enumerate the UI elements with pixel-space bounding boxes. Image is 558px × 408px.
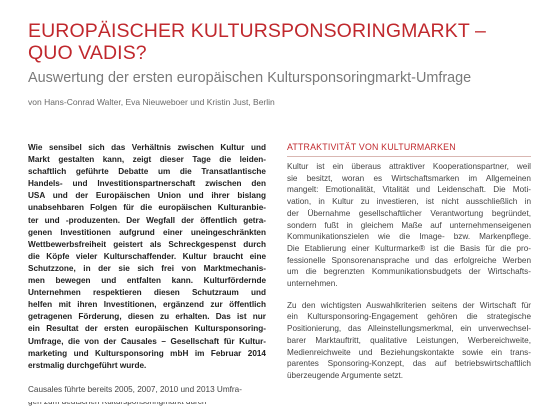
text-line: men bewegen und entfalten kann. Kulturfördernde <box>28 276 266 286</box>
body-paragraph <box>287 161 531 290</box>
text-line: Unternehmen respektieren diesen Schutzraum und <box>28 288 266 298</box>
text-line: vation, in Kultur zu investieren, ist nicht ausschließlich in <box>287 197 531 207</box>
text-line: Handels- und Investitionspartnerschaft zwischen den <box>28 179 266 189</box>
text-line: Umfrage, die von der Causales – Gesellschaft für Kultur- <box>28 336 266 346</box>
text-line: Zu den wichtigsten Auswahlkriterien seitens der Wirtschaft für <box>287 300 531 310</box>
text-line: Schutzzone, in der sie sich frei von Marktmechanis- <box>28 263 266 273</box>
title-line: QUO VADIS? <box>28 42 147 64</box>
text-line: ein Kultursponsoring-Engagement gehören die strategische <box>287 312 531 322</box>
title-line: EUROPÄISCHER KULTURSPONSORINGMARKT – <box>28 20 486 42</box>
text-line: der Übernahme gesellschaftlicher Verantwortung begründet, <box>287 208 531 218</box>
text-line: ein Resultat der ersten europäischen Kultursponsoring- <box>28 324 266 334</box>
text-line: unabsehbaren Folgen für die europäischen Kulturanbie- <box>28 203 266 213</box>
text-line: Markt gestalten kann, zeigt dieser Tage die leiden- <box>28 155 266 165</box>
text-line: Wettbewerbsfreiheit geistert als Schreckgespenst durch <box>28 239 266 249</box>
text-line: barer Marktauftritt, qualitative Leistungen, Werbereichweite, <box>287 335 531 345</box>
text-line: Kommunikationszielen wie die Image- bzw. Markenpflege. <box>287 232 531 242</box>
body-paragraph <box>287 300 531 382</box>
text-line: Kultur ist ein überaus attraktiver Kooperationspartner, weil <box>287 162 531 171</box>
text-line: mangelt: Emotionalität, Vitalität und Leidenschaft. Die Moti- <box>287 185 531 195</box>
section-body <box>287 161 531 382</box>
text-line: ter und -produzenten. Der Wegfall der öffentlich getra- <box>28 215 266 225</box>
section-heading: ATTRAKTIVITÄT VON KULTURMARKEN <box>287 142 531 157</box>
text-line: helfen mit ihren Investitionen, ergänzend zur öffentlich <box>28 300 266 310</box>
author-byline: von Hans-Conrad Walter, Eva Nieuweboer und Kristin Just, Berlin <box>28 97 275 107</box>
page-crop-edge <box>0 396 558 402</box>
article-subtitle: Auswertung der ersten europäischen Kultursponsoringmarkt-Umfrage <box>28 70 472 86</box>
text-line: Positionierung, das Alleinstellungsmerkmal, ein unverwechsel- <box>287 324 531 334</box>
text-line: marketing und Kultursponsoring mbH im Februar 2014 <box>28 348 266 358</box>
text-line: sie besitzt, woran es Wirtschaftsmarken im Allgemeinen <box>287 173 531 183</box>
text-line: Medienreichweite und Beziehungskontakte sowie ein trans- <box>287 347 531 357</box>
text-line: um die begrenzten Kommunikationsbudgets der Wirtschafts- <box>287 267 531 277</box>
text-line: parentes Sponsoring-Konzept, das auf betriebswirtschaftlich <box>287 359 531 369</box>
text-line: sondern fußt in gleichem Maße auf unternehmenseigenen <box>287 220 531 230</box>
text-line: erstmalig durchgeführt wurde. <box>28 360 147 370</box>
text-line: schaftlich geführte Debatte um die Transatlantische <box>28 167 266 177</box>
text-line: fessionelle Sponsorenansprache und das erfolgreiche Werben <box>287 255 531 265</box>
text-line: Die Etablierung einer Kulturmarke® ist die Basis für die pro- <box>287 243 531 253</box>
right-column <box>287 142 531 382</box>
text-line: USA und der Europäischen Union und ihrer bislang <box>28 191 266 201</box>
text-line: Causales führte bereits 2005, 2007, 2010 und 2013 Umfra- <box>28 384 242 394</box>
article-title <box>28 20 548 64</box>
text-line: die Köpfe vieler Kulturschaffender. Kultur braucht eine <box>28 251 266 261</box>
lead-paragraph <box>28 142 266 372</box>
text-line: unternehmen. <box>287 279 338 289</box>
text-line: genen Investitionen aufgrund einer uneingeschränkten <box>28 227 266 237</box>
text-line: getragenen Förderung, diesen zu erhalten. Das ist nur <box>28 312 266 322</box>
left-column <box>28 142 266 408</box>
text-line: überzeugende Argumente setzt. <box>287 370 404 380</box>
text-line: Wie sensibel sich das Verhältnis zwischen Kultur und <box>28 143 266 152</box>
